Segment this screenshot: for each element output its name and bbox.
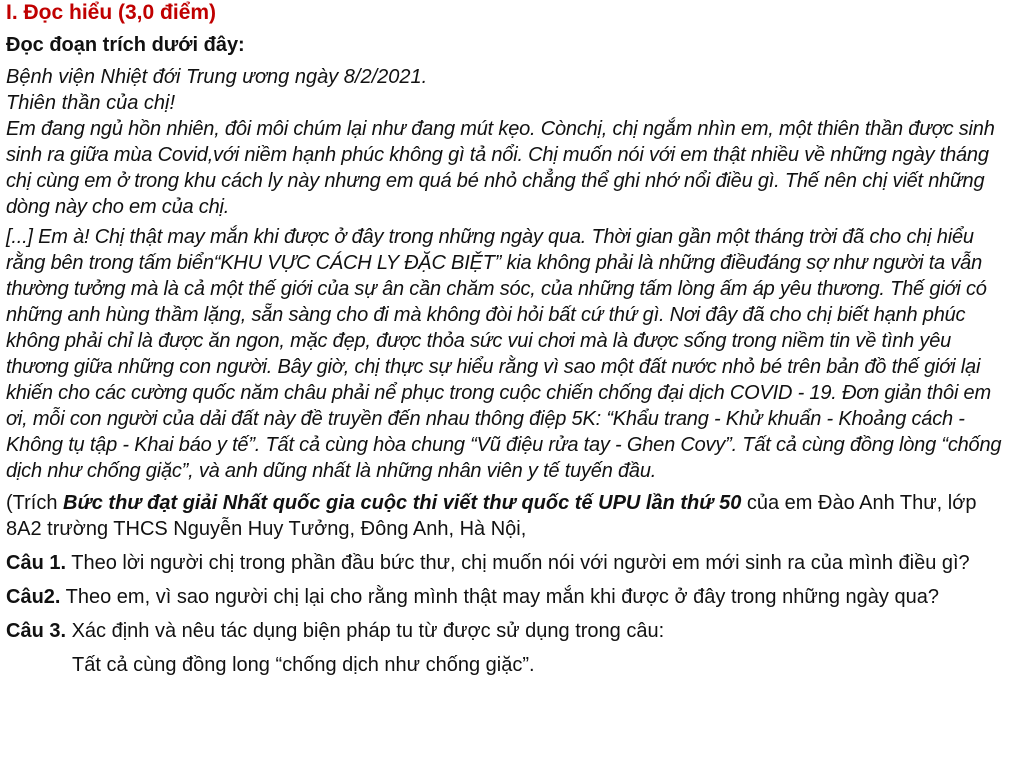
letter-dateline: Bệnh viện Nhiệt đới Trung ương ngày 8/2/2021. — [6, 66, 428, 88]
letter-paragraph-1: Em đang ngủ hồn nhiên, đôi môi chúm lại như đang mút kẹo. Cònchị, chị ngắm nhìn em, một thiên thần được sinh sinh ra giữa mùa Covid,với niềm hạnh phúc không gì tả nổi. Chị muốn nói với em thật nhiều về những ngày tháng chị cùng em ở trong khu cách ly này nhưng em quá bé nhỏ chẳng thể ghi nhớ nổi điều gì. Thế nên chị viết những dòng này cho em của chị. — [6, 118, 995, 218]
question-2 — [6, 584, 1016, 610]
letter-paragraph-2: [...] Em à! Chị thật may mắn khi được ở đây trong những ngày qua. Thời gian gần một tháng trời đã cho chị hiểu rằng bên trong tấm biển“KHU VỰC CÁCH LY ĐẶC BIỆT” kia không phải là những điềuđáng sợ như người ta vẫn thường tưởng mà là cả một thế giới của sự ân cần chăm sóc, của những tấm lòng ấm áp yêu thương. Thế giới có những anh hùng thầm lặng, sẵn sàng cho đi mà không đòi hỏi bất cứ thứ gì. Nơi đây đã cho chị biết hạnh phúc không phải chỉ là được ăn ngon, mặc đẹp, được thỏa sức vui chơi mà là được sống trong niềm tin về tình yêu thương giữa những con người. Bây giờ, chị thực sự hiểu rằng vì sao một đất nước nhỏ bé trên bản đồ thế giới lại khiến cho các cường quốc năm châu phải nể phục trong cuộc chiến chống đại dịch COVID - 19. Đơn giản thôi em ơi, mỗi con người của dải đất này đề truyền đến nhau thông điệp 5K: “Khẩu trang - Khử khuẩn - Khoảng cách - Không tụ tập - Khai báo y tế”. Tất cả cùng hòa chung “Vũ điệu rửa tay - Ghen Covy”. Tất cả cùng đồng lòng “chống dịch như chống giặc”, và anh dũng nhất là những nhân viên y tế tuyến đầu. — [6, 226, 1002, 482]
letter-excerpt — [6, 64, 1016, 484]
letter-greeting: Thiên thần của chị! — [6, 92, 175, 114]
question-1-label: Câu 1. — [6, 552, 67, 574]
reading-prompt: Đọc đoạn trích dưới đây: — [6, 34, 245, 56]
source-title: Bức thư đạt giải Nhất quốc gia cuộc thi viết thư quốc tế UPU lần thứ 50 — [63, 492, 742, 514]
question-1 — [6, 550, 1016, 576]
question-3-label: Câu 3. — [6, 620, 67, 642]
question-2-text: Theo em, vì sao người chị lại cho rằng mình thật may mắn khi được ở đây trong những ngày qua? — [60, 586, 939, 608]
question-2-label: Câu2. — [6, 586, 61, 608]
question-3 — [6, 618, 1016, 644]
section-title: I. Đọc hiểu (3,0 điểm) — [6, 1, 217, 24]
source-prefix: (Trích — [6, 492, 64, 514]
source-suffix: của em Đào Anh Thư, lớp 8A2 trường THCS Nguyễn Huy Tưởng, Đông Anh, Hà Nội, — [6, 492, 977, 540]
source-citation — [6, 490, 1016, 542]
quoted-sentence: Tất cả cùng đồng long “chống dịch như chống giặc”. — [72, 654, 535, 676]
question-1-text: Theo lời người chị trong phần đầu bức thư, chị muốn nói với người em mới sinh ra của mình điều gì? — [66, 552, 970, 574]
question-3-text: Xác định và nêu tác dụng biện pháp tu từ được sử dụng trong câu: — [66, 620, 665, 642]
